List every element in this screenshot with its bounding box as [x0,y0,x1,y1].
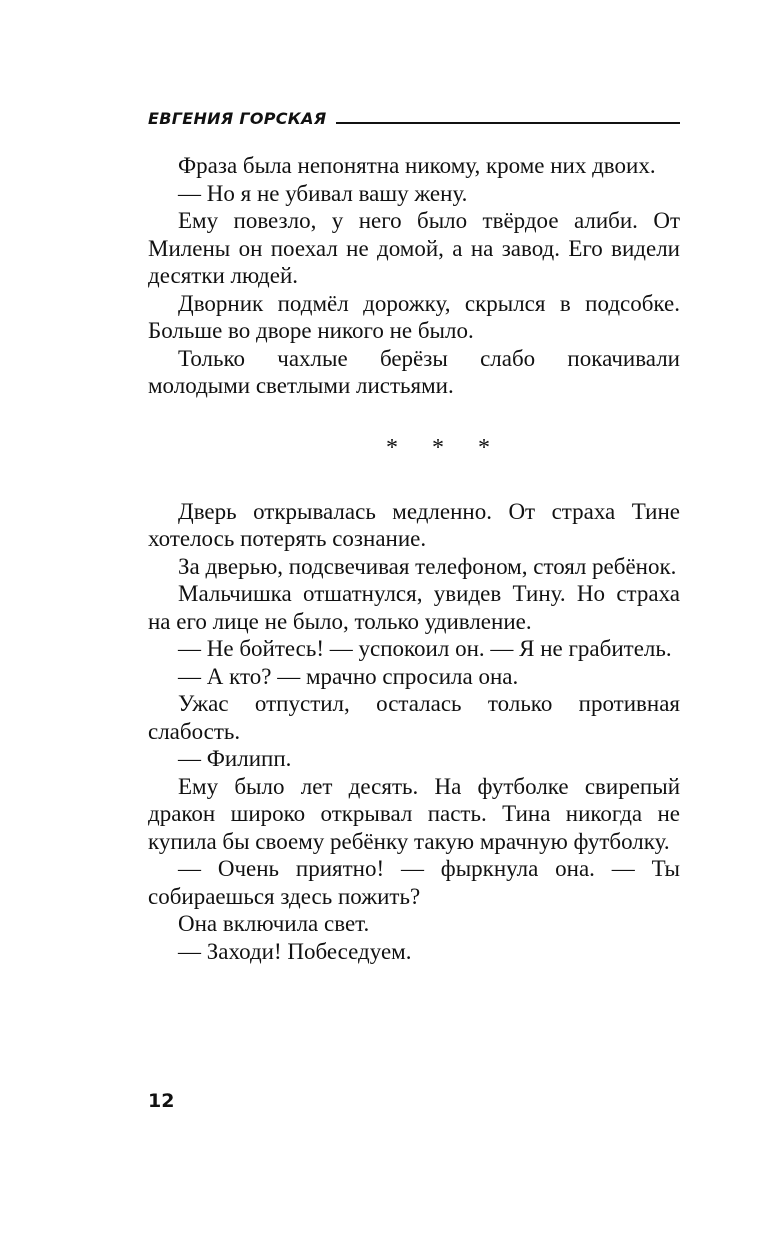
paragraph: Дверь открывалась медленно. От страха Тине хотелось потерять сознание. [148,498,680,551]
paragraph: Только чахлые берёзы слабо покачивали молодыми светлыми листьями. [148,345,680,398]
paragraph: — Заходи! Побеседуем. [178,938,412,964]
paragraph: Ему повезло, у него было твёрдое алиби. От Милены он поехал не домой, а на завод. Его видели десятки людей. [148,208,680,288]
header-rule [336,122,680,124]
paragraph: За дверью, подсвечивая телефоном, стоял ребёнок. [178,553,677,579]
paragraph: — Не бойтесь! — успокоил он. — Я не грабитель. [178,636,672,661]
paragraph: — Но я не убивал вашу жену. [178,180,468,206]
author-name: ЕВГЕНИЯ ГОРСКАЯ [148,109,327,128]
paragraph: Ужас отпустил, осталась только противная слабость. [148,691,680,744]
running-header [148,104,680,128]
section-separator: * * * [386,434,504,461]
paragraph: — Филипп. [178,746,292,771]
page-number: 12 [148,1090,175,1112]
paragraph: Мальчишка отшатнулся, увидев Тину. Но страха на его лице не было, только удивление. [148,581,680,634]
body-text [148,152,680,965]
paragraph: — А кто? — мрачно спросила она. [178,663,519,689]
paragraph: Она включила свет. [178,911,370,936]
paragraph: — Очень приятно! — фыркнула она. — Ты собираешься здесь пожить? [148,856,680,909]
paragraph: Фраза была непонятна никому, кроме них двоих. [178,153,656,178]
paragraph: Дворник подмёл дорожку, скрылся в подсобке. Больше во дворе никого не было. [148,290,680,343]
paragraph: Ему было лет десять. На футболке свирепый дракон широко открывал пасть. Тина никогда не купила бы своему ребёнку такую мрачную футболку. [148,773,680,854]
